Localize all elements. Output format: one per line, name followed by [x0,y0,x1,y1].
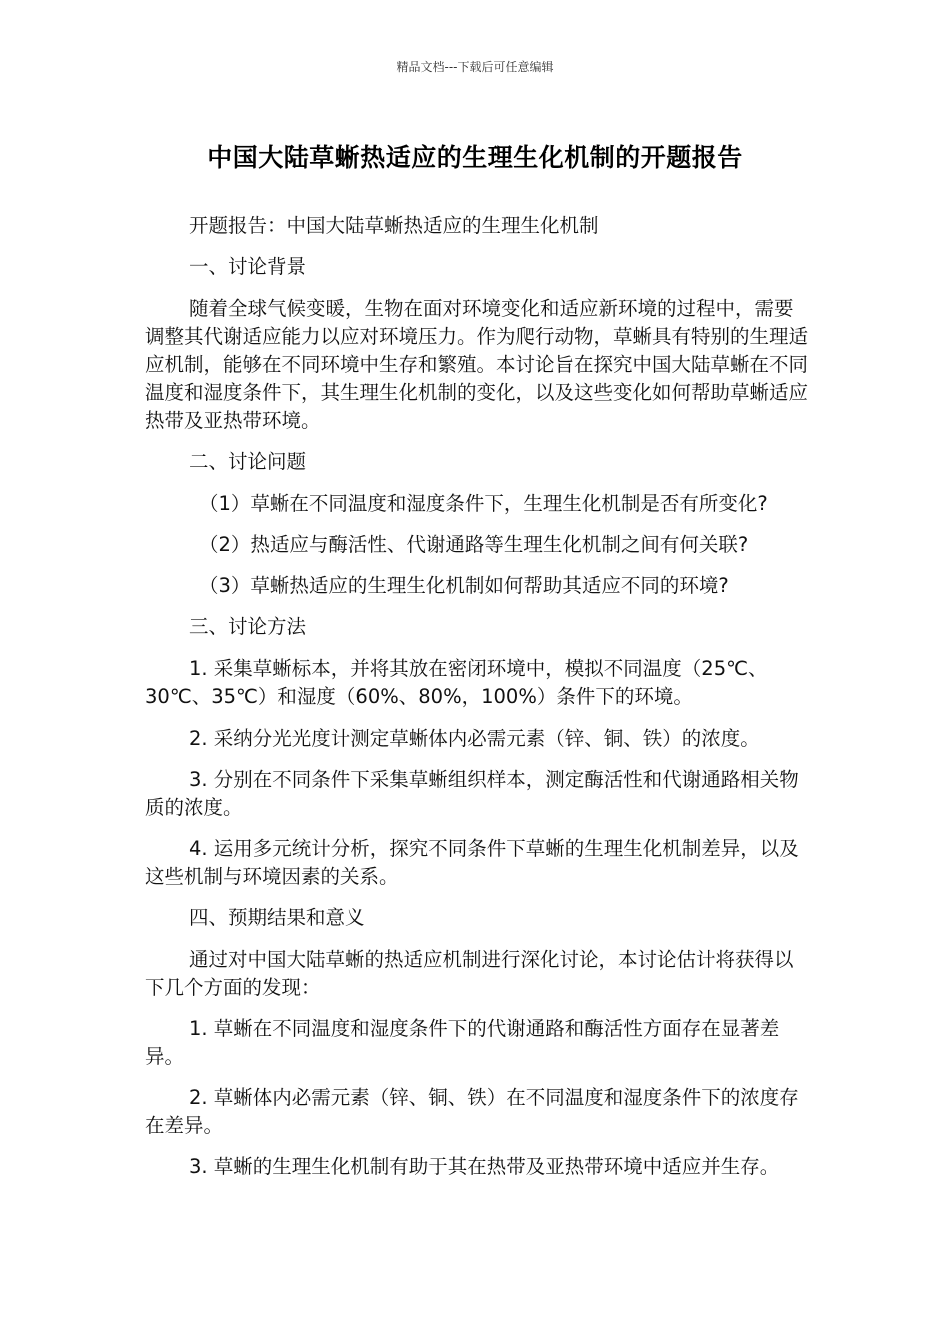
report-subject-line: 开题报告：中国大陆草蜥热适应的生理生化机制 [189,214,599,237]
result-item-1: 1. 草蜥在不同温度和湿度条件下的代谢通路和酶活性方面存在显著差异。 [145,1017,780,1068]
background-paragraph: 随着全球气候变暖，生物在面对环境变化和适应新环境的过程中，需要调整其代谢适应能力以应对环境压力。作为爬行动物，草蜥具有特别的生理适应机制，能够在不同环境中生存和繁殖。本讨论旨在探究中国大陆草蜥在不同温度和湿度条件下，其生理生化机制的变化，以及这些变化如何帮助草蜥适应热带及亚热带环境。 [145,297,809,432]
method-item-2: 2. 采纳分光光度计测定草蜥体内必需元素（锌、铜、铁）的浓度。 [189,727,760,750]
result-item-2: 2. 草蜥体内必需元素（锌、铜、铁）在不同温度和湿度条件下的浓度存在差异。 [145,1086,799,1137]
method-item-3: 3. 分别在不同条件下采集草蜥组织样本，测定酶活性和代谢通路相关物质的浓度。 [145,768,799,819]
question-item-3: （3）草蜥热适应的生理生化机制如何帮助其适应不同的环境? [199,574,729,597]
question-item-2: （2）热适应与酶活性、代谢通路等生理生化机制之间有何关联? [199,533,749,556]
question-item-1: （1）草蜥在不同温度和湿度条件下，生理生化机制是否有所变化? [199,492,768,515]
section-heading-expected-results: 四、预期结果和意义 [189,906,365,929]
section-heading-questions: 二、讨论问题 [189,450,307,473]
document-title: 中国大陆草蜥热适应的生理生化机制的开题报告 [207,143,743,172]
result-item-3: 3. 草蜥的生理生化机制有助于其在热带及亚热带环境中适应并生存。 [189,1155,780,1178]
expected-results-intro: 通过对中国大陆草蜥的热适应机制进行深化讨论，本讨论估计将获得以下几个方面的发现： [145,948,794,999]
method-item-4: 4. 运用多元统计分析，探究不同条件下草蜥的生理生化机制差异，以及这些机制与环境因素的关系。 [145,837,799,888]
section-heading-methods: 三、讨论方法 [189,615,307,638]
document-body [145,212,810,1194]
method-item-1: 1. 采集草蜥标本，并将其放在密闭环境中，模拟不同温度（25℃、30℃、35℃）和湿度（60%、80%，100%）条件下的环境。 [145,657,768,708]
header-note: 精品文档---下载后可任意编辑 [396,60,554,74]
section-heading-background: 一、讨论背景 [189,255,307,278]
